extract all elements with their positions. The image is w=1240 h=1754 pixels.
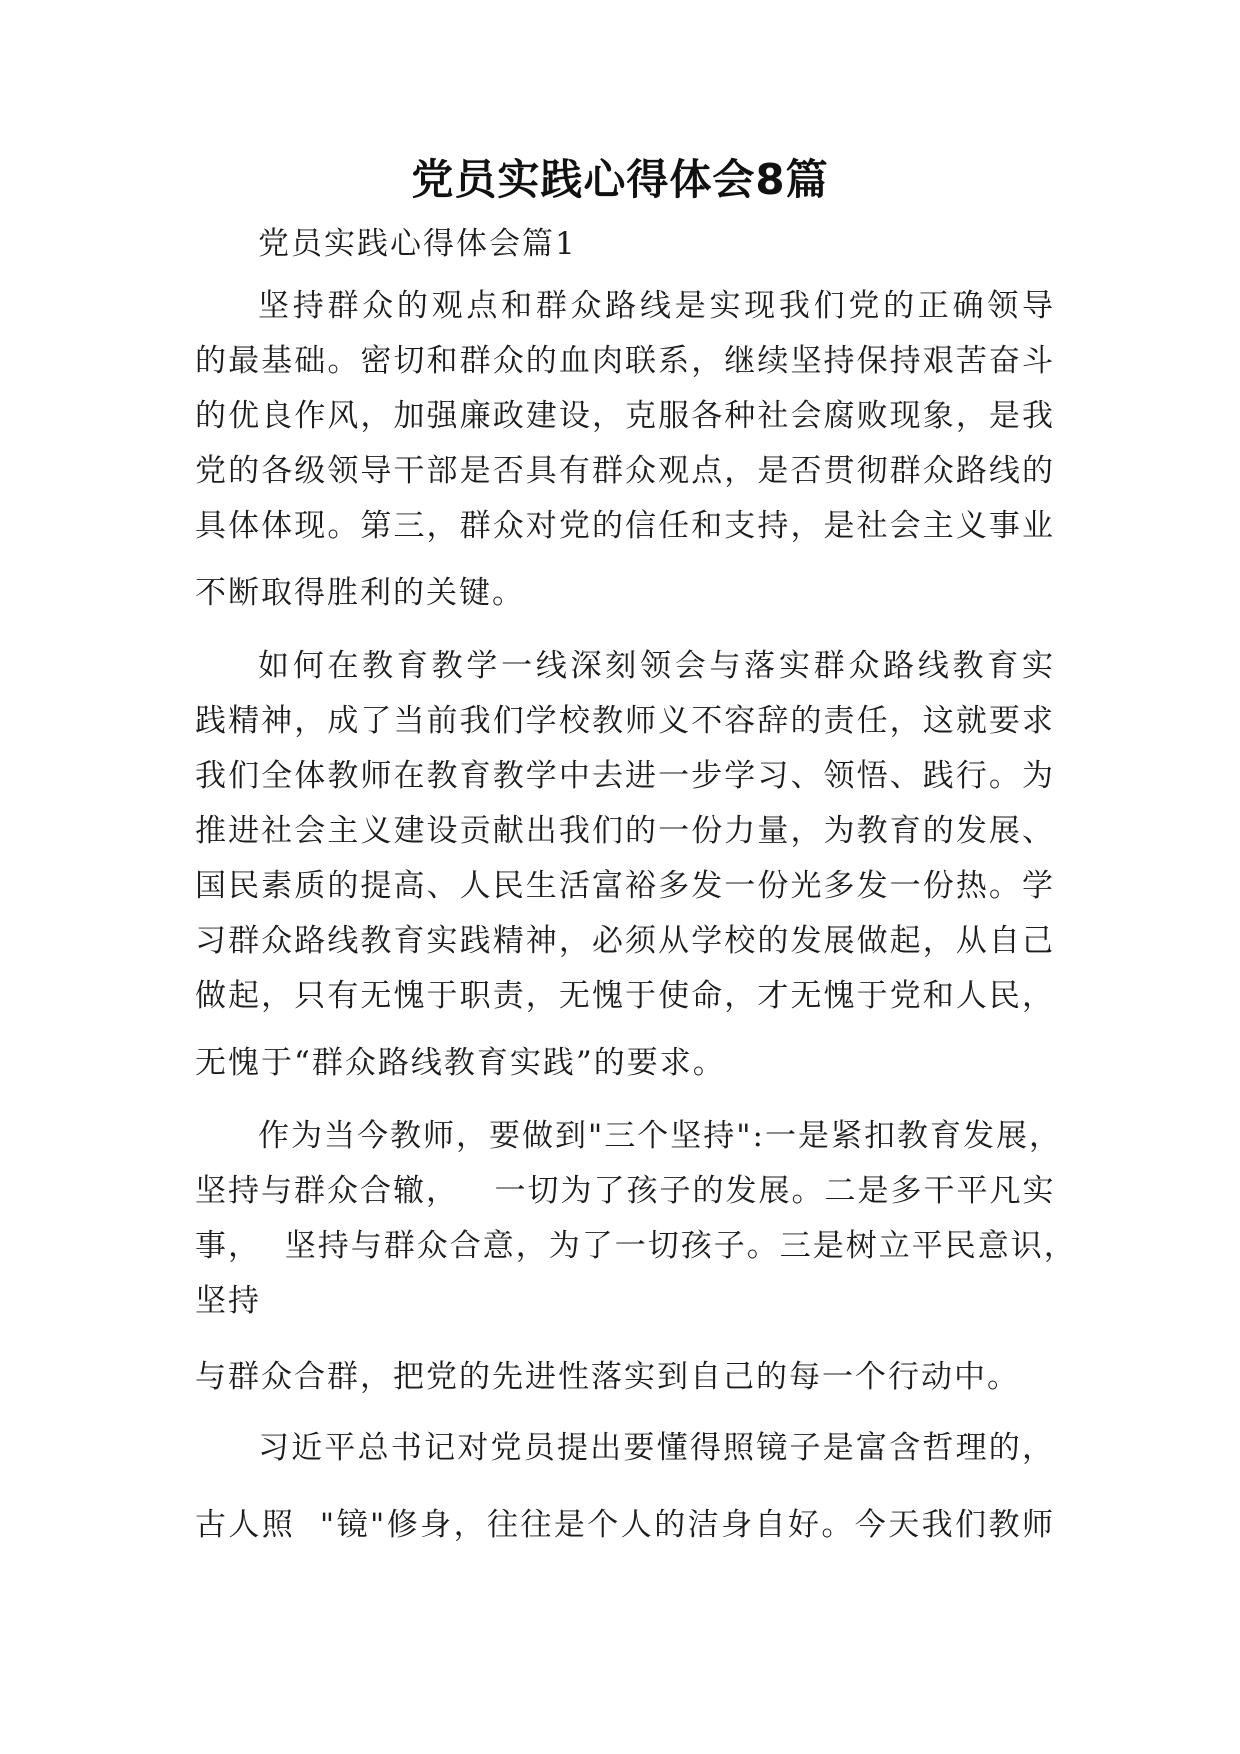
- paragraph-line: 如何在教育教学一线深刻领会与落实群众路线教育实: [258, 648, 1055, 684]
- paragraph-line: 事， 坚持与群众合意，为了一切孩子。三是树立平民意识，: [195, 1228, 1077, 1264]
- paragraph-line: 坚持与群众合辙， 一切为了孩子的发展。二是多干平凡实: [195, 1173, 1056, 1209]
- paragraph-line: 的最基础。密切和群众的血肉联系，继续坚持保持艰苦奋斗: [195, 343, 1055, 379]
- document-title: 党员实践心得体会8篇: [411, 155, 829, 204]
- paragraph-line: 习群众路线教育实践精神，必须从学校的发展做起，从自己: [195, 923, 1055, 959]
- section-heading: 党员实践心得体会篇1: [258, 226, 577, 262]
- paragraph-line: 我们全体教师在教育教学中去进一步学习、领悟、践行。为: [195, 758, 1055, 794]
- paragraph-line: 古人照 "镜"修身，往往是个人的洁身自好。今天我们教师: [195, 1507, 1055, 1543]
- paragraph-line: 习近平总书记对党员提出要懂得照镜子是富含哲理的，: [258, 1430, 1055, 1466]
- paragraph-line: 与群众合群，把党的先进性落实到自己的每一个行动中。: [195, 1359, 1020, 1395]
- paragraph-line: 国民素质的提高、人民生活富裕多发一份光多发一份热。学: [195, 868, 1055, 904]
- paragraph-line: 不断取得胜利的关键。: [195, 575, 525, 611]
- paragraph-line: 做起，只有无愧于职责，无愧于使命，才无愧于党和人民，: [195, 978, 1055, 1014]
- paragraph-line: 践精神，成了当前我们学校教师义不容辞的责任，这就要求: [195, 703, 1055, 739]
- paragraph-line: 推进社会主义建设贡献出我们的一份力量，为教育的发展、: [195, 813, 1055, 849]
- paragraph-line: 党的各级领导干部是否具有群众观点，是否贯彻群众路线的: [195, 453, 1055, 489]
- paragraph-line: 坚持群众的观点和群众路线是实现我们党的正确领导: [258, 288, 1055, 324]
- paragraph-line: 无愧于“群众路线教育实践”的要求。: [195, 1045, 726, 1081]
- paragraph-line: 的优良作风，加强廉政建设，克服各种社会腐败现象，是我: [195, 398, 1055, 434]
- paragraph-line: 作为当今教师，要做到"三个坚持":一是紧扣教育发展，: [258, 1118, 1062, 1154]
- paragraph-line: 坚持: [195, 1283, 261, 1319]
- paragraph-line: 具体体现。第三，群众对党的信任和支持，是社会主义事业: [195, 508, 1055, 544]
